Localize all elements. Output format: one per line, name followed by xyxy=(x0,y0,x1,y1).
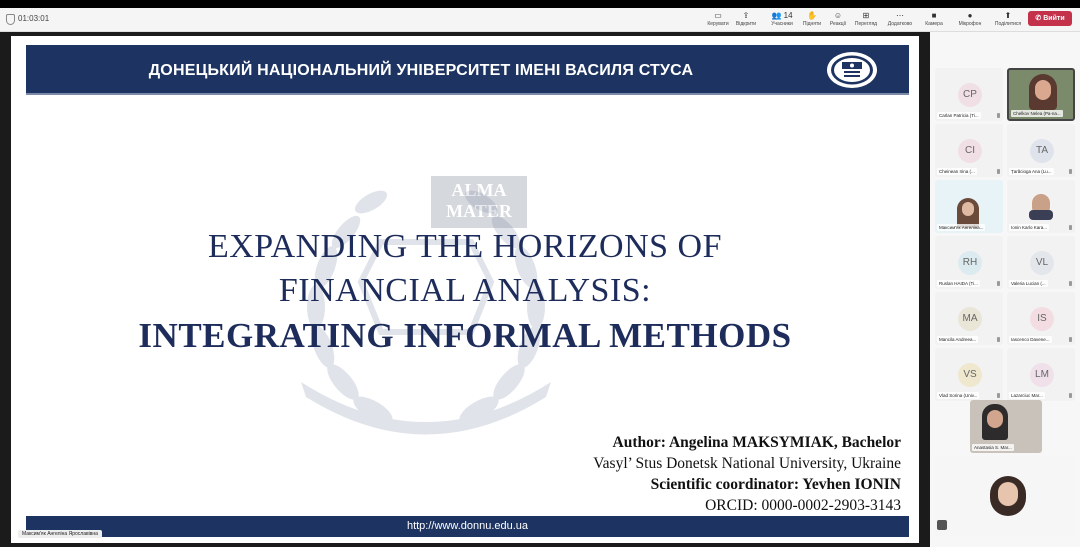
shield-icon xyxy=(6,14,15,25)
participant-tile[interactable]: VS Vlad Sorina (Univ... xyxy=(935,348,1003,401)
presentation-slide xyxy=(11,36,919,543)
microphone-off-icon xyxy=(1069,393,1072,398)
microphone-icon: ● xyxy=(967,11,973,20)
participant-tile[interactable]: IS Iascenco Davene... xyxy=(1007,292,1075,345)
toolbar-button-manage[interactable]: ▭ Керувати xyxy=(704,10,732,30)
participant-tile[interactable]: CI Cheinean Irina (... xyxy=(935,124,1003,177)
participant-tile-active-speaker[interactable]: Chelkov Nelea (Ра-na... xyxy=(1007,68,1075,121)
microphone-off-icon xyxy=(1069,337,1072,342)
participant-tile[interactable]: Anastasia S. Mar... xyxy=(970,400,1042,453)
camera-icon: ■ xyxy=(931,11,937,20)
participant-tile[interactable]: Максим'як Ангеліна... xyxy=(935,180,1003,233)
author-block xyxy=(593,432,901,516)
toolbar-button-microphone[interactable]: ● Мікрофон xyxy=(956,10,984,30)
meeting-timer: 01:03:01 xyxy=(18,14,50,23)
microphone-off-icon xyxy=(1069,281,1072,286)
share-screen-icon: ⬆ xyxy=(1004,11,1012,20)
alma-mater-badge: ALMA MATER xyxy=(431,176,527,228)
avatar: TA xyxy=(1030,139,1054,163)
participant-tile[interactable]: VL Valeria Lucian (... xyxy=(1007,236,1075,289)
slide-title-line1: EXPANDING THE HORIZONS OF xyxy=(207,228,723,265)
participant-tile[interactable]: RH Ruslan HAIDA (Ti... xyxy=(935,236,1003,289)
microphone-off-icon xyxy=(997,393,1000,398)
avatar: MA xyxy=(958,307,982,331)
slide-title-line3: INTEGRATING INFORMAL METHODS xyxy=(138,316,792,355)
leave-button[interactable]: ✆ Вийти xyxy=(1028,11,1072,26)
coordinator-line: Scientific coordinator: Yevhen IONIN xyxy=(650,476,901,493)
people-icon: 👥 14 xyxy=(771,11,793,20)
participant-tile[interactable]: LM Lazarciuc Mar... xyxy=(1007,348,1075,401)
university-crest-icon xyxy=(825,50,879,90)
affiliation-line: Vasyl’ Stus Donetsk National University, Ukraine xyxy=(593,455,901,472)
expand-icon[interactable] xyxy=(937,520,947,530)
avatar: CP xyxy=(958,83,982,107)
orcid-line: ORCID: 0000-0002-2903-3143 xyxy=(705,497,901,514)
microphone-off-icon xyxy=(1069,225,1072,230)
microphone-off-icon xyxy=(997,281,1000,286)
microphone-off-icon xyxy=(1069,169,1072,174)
participant-tile[interactable]: Ionin Karlo Kara... xyxy=(1007,180,1075,233)
participant-face xyxy=(987,410,1003,428)
participant-face xyxy=(962,202,974,216)
self-face xyxy=(998,482,1018,506)
toolbar-button-open[interactable]: ⇪ Відкрити xyxy=(732,10,760,30)
microphone-off-icon xyxy=(997,113,1000,118)
microphone-off-icon xyxy=(997,169,1000,174)
self-view-tile[interactable] xyxy=(935,456,1075,536)
top-black-band xyxy=(0,0,1080,8)
slide-header-bar xyxy=(26,45,909,95)
participants-panel xyxy=(930,32,1080,547)
participant-tile[interactable]: TA Țarăcioga Ana (Lu... xyxy=(1007,124,1075,177)
slide-footer-url: http://www.donnu.edu.ua xyxy=(26,516,909,537)
participant-tile[interactable]: CP Carlan Patricia (Ti... xyxy=(935,68,1003,121)
avatar: LM xyxy=(1030,363,1054,387)
share-icon: ⇪ xyxy=(742,11,750,20)
avatar: RH xyxy=(958,251,982,275)
presenter-name-label: Максим'як Ангеліна Ярославівна xyxy=(18,530,102,538)
participant-suit xyxy=(1029,210,1053,220)
author-line: Author: Angelina MAKSYMIAK, Bachelor xyxy=(612,434,901,451)
microphone-off-icon xyxy=(997,337,1000,342)
toolbar-button-more[interactable]: ⋯ Додатково xyxy=(887,11,913,27)
toolbar-button-participants[interactable]: 👥 14 Учасники xyxy=(768,10,796,30)
monitor-icon: ▭ xyxy=(714,11,722,20)
toolbar-button-raise-hand[interactable]: ✋ Підняти xyxy=(798,10,826,30)
avatar: CI xyxy=(958,139,982,163)
avatar: VS xyxy=(958,363,982,387)
participant-tile[interactable]: MA Mancila Andreea... xyxy=(935,292,1003,345)
hand-icon: ✋ xyxy=(807,11,817,20)
toolbar-button-camera[interactable]: ■ Камера xyxy=(920,10,948,30)
more-icon: ⋯ xyxy=(896,11,904,20)
emoji-icon: ☺ xyxy=(833,11,843,20)
phone-icon: ✆ xyxy=(1035,15,1042,22)
toolbar-button-reactions[interactable]: ☺ Реакції xyxy=(824,10,852,30)
toolbar-button-view[interactable]: ⊞ Перегляд xyxy=(852,10,880,30)
toolbar-button-share[interactable]: ⬆ Поділитися xyxy=(994,11,1022,27)
avatar: VL xyxy=(1030,251,1054,275)
view-icon: ⊞ xyxy=(862,11,870,20)
university-name: ДОНЕЦЬКИЙ НАЦІОНАЛЬНИЙ УНІВЕРСИТЕТ ІМЕНІ ВАСИЛЯ СТУСА xyxy=(148,62,694,79)
slide-title-line2: FINANCIAL ANALYSIS: xyxy=(278,272,652,309)
participant-face xyxy=(1035,80,1051,100)
meeting-toolbar xyxy=(0,8,1080,32)
avatar: IS xyxy=(1030,307,1054,331)
